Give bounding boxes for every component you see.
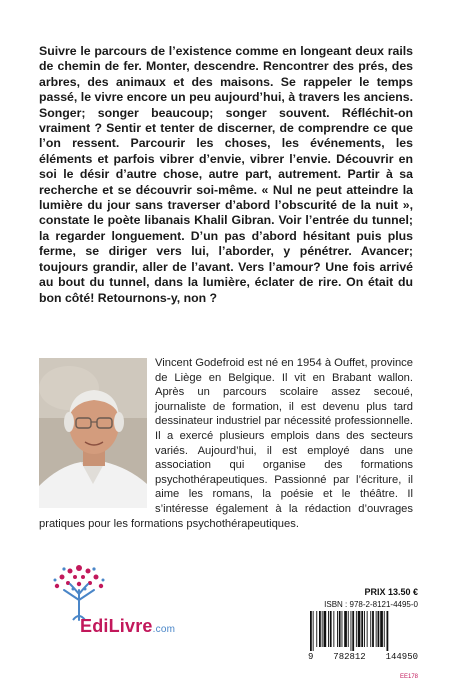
price-isbn-block [308,587,418,680]
publisher-name-part1: Edi [80,616,109,636]
price-label: PRIX 13.50 € [364,587,418,597]
code-tag: EE178 [399,674,418,680]
barcode-group-1: 782812 [333,652,366,662]
author-bio: Vincent Godefroid est né en 1954 à Ouffet, province de Liège en Belgique. Il vit en Brabant wallon. Après un parcours scolaire assez secoué, journaliste de formation, il est devenu plus tard dessinateur industriel par nécessité professionnelle. Il a exercé plusieurs emplois dans des secteurs variés. Aujourd’hui, il est employé dans une association qui organise des formations psychothérapeutiques. Passionné par l’écriture, il aime les romans, la poésie et le théâtre. Il s’intéresse également à la rédaction d’ouvrages pratiques pour les formations psychothérapeutiques. [39,357,413,530]
publisher-logo [40,560,200,650]
tree-icon [44,560,114,624]
back-cover-blurb: Suivre le parcours de l’existence comme en longeant deux rails de chemin de fer. Monter, descendre. Rencontrer des prés, des arbres, des animaux et des maisons. Se rappeler le temps passé, le vivre encore un peu aujourd’hui, à travers les anciens. Songer; songer beaucoup; songer souvent. Réfléchit-on vraiment ? Sentir et tenter de discerner, de comprendre ce que l’on ressent. Parcourir les choses, les événements, les éléments et parfois vibrer d’envie, vibrer l’envie. Découvrir en soi le désir d’autre chose, autre part, autrement. Partir à sa recherche et se découvrir soi-même. « Nul ne peut atteindre la lumière du jour sans traverser d’abord l’obscurité de la nuit », constate le poète libanais Khalil Gibran. Voir l’entrée du tunnel; la regarder longuement. D’un pas d’abord hésitant puis plus ferme, se diriger vers lui, l’aborder, y pénétrer. Avancer; toujours grandir, aller de l’avant. Vers l’amour? Une fois arrivé au bout du tunnel, dans la lumière, éclater de rire. On était du bon côté! Retournons-y, non ? [39,44,413,305]
isbn-label: ISBN : 978-2-8121-4495-0 [324,600,418,609]
barcode-group-2: 144950 [385,652,418,662]
publisher-name [80,616,175,637]
publisher-domain: .com [152,624,176,635]
barcode-first-digit: 9 [308,652,314,662]
author-portrait-icon [39,358,147,508]
barcode-icon [308,611,418,651]
author-section [39,356,413,531]
barcode-digits [308,652,418,662]
publisher-name-part2: Livre [108,616,153,636]
